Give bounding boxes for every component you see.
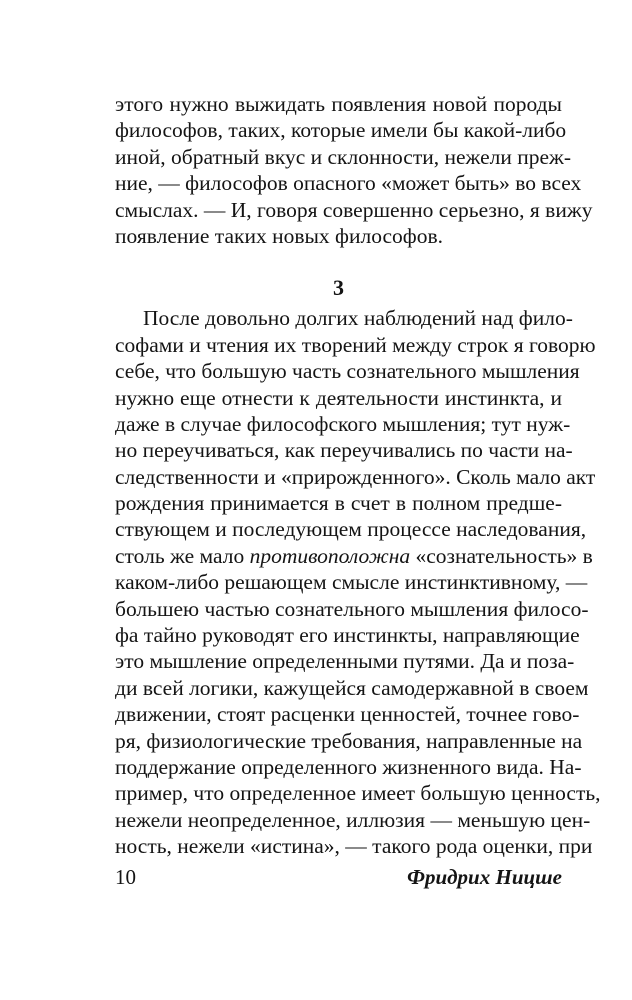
text-line: иной, обратный вкус и склонности, нежели преж- [115, 144, 572, 169]
text-line: ди всей логики, кажущейся самодержавной в своем [115, 675, 589, 700]
text-line: ние, — философов опасного «может быть» во всех [115, 171, 582, 196]
text-line: После довольно долгих наблюдений над фило- [143, 306, 573, 331]
text-run: «сознательность» в [410, 543, 593, 568]
book-page-body [115, 91, 601, 860]
text-line-with-emphasis [115, 543, 593, 569]
text-line: следственности и «прирожденного». Сколь мало акт [115, 464, 596, 489]
text-line: смыслах. — И, говоря совершенно серьезно, я вижу [115, 197, 593, 222]
page-number: 10 [115, 865, 136, 889]
text-line: нежели неопределенное, иллюзия — меньшую цен- [115, 807, 591, 832]
text-line: даже в случае философского мышления; тут нуж- [115, 411, 571, 436]
text-line: нужно еще отнести к деятельности инстинкта, и [115, 385, 562, 410]
section-number: 3 [333, 275, 344, 301]
paragraph-section-3 [115, 305, 601, 859]
text-line: каком-либо решающем смысле инстинктивному, — [115, 570, 588, 595]
text-line: но переучиваться, как переучивались по части на- [115, 438, 573, 463]
text-line: рождения принимается в счет в полном предше- [115, 491, 562, 516]
running-head-author: Фридрих Ницше [407, 865, 562, 889]
text-line: движении, стоят расценки ценностей, точнее гово- [115, 702, 580, 727]
text-line: ря, физиологические требования, направленные на [115, 728, 583, 753]
text-line: поддержание определенного жизненного вида. На- [115, 754, 582, 779]
italic-emphasis: противоположна [249, 543, 411, 568]
text-line: ствующем и последующем процессе наследования, [115, 517, 587, 542]
text-line: фа тайно руководят его инстинкты, направляющие [115, 623, 580, 648]
text-line: пример, что определенное имеет большую ценность, [115, 781, 601, 806]
text-line: софами и чтения их творений между строк я говорю [115, 332, 596, 357]
page-footer [115, 863, 562, 891]
text-run: столь же мало [115, 543, 250, 568]
text-line: появление таких новых философов. [115, 223, 444, 248]
text-line: это мышление определенными путями. Да и поза- [115, 649, 575, 674]
text-line: ность, нежели «истина», — такого рода оценки, при [115, 834, 593, 859]
text-line: себе, что большую часть сознательного мышления [115, 359, 580, 384]
text-line: философов, таких, которые имели бы какой-либо [115, 118, 567, 143]
paragraph-continuation [115, 91, 593, 249]
text-line: этого нужно выжидать появления новой породы [115, 92, 562, 116]
text-line: большею частью сознательного мышления филосо- [115, 596, 589, 621]
